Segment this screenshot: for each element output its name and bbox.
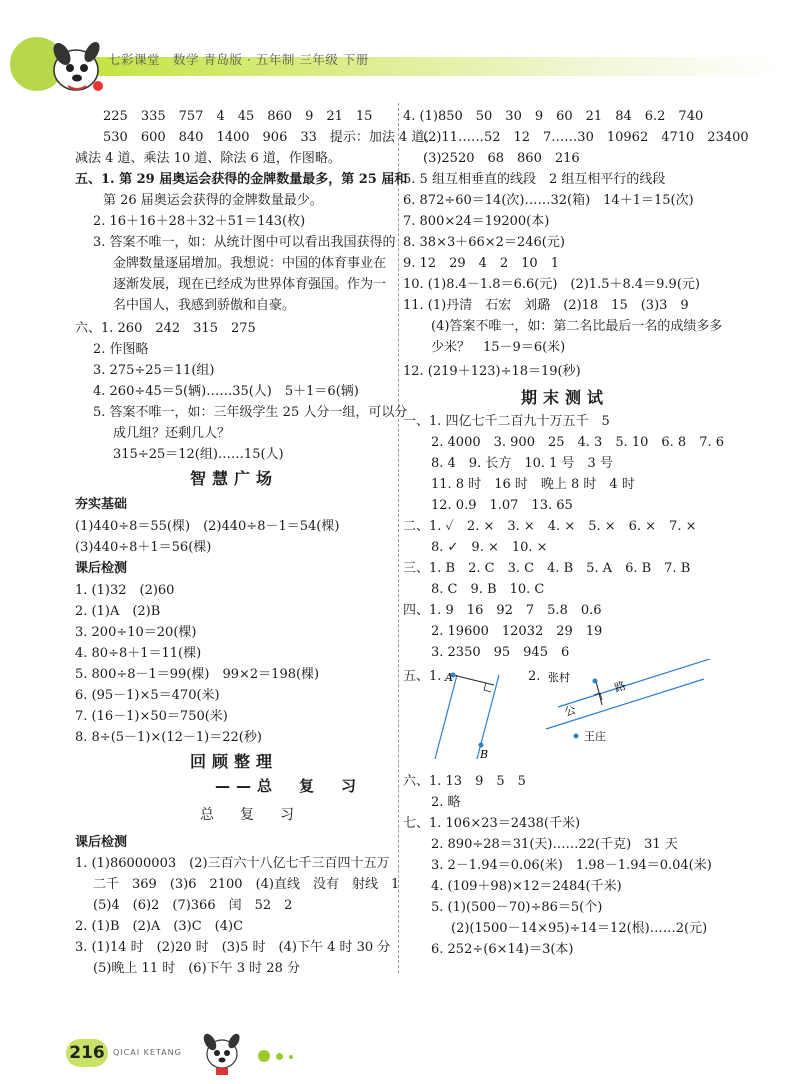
text-line: 七、1. 106×23＝2438(千米)	[403, 816, 581, 831]
text-line: 12. (219＋123)÷18＝19(秒)	[403, 364, 581, 379]
text-line: 7. (16－1)×50＝750(米)	[75, 709, 228, 724]
text-line: 五、1.	[403, 669, 442, 684]
column-divider	[398, 103, 399, 973]
village-dot	[593, 679, 598, 684]
village-label: 张村	[548, 671, 570, 684]
section-title: 回顾整理	[190, 752, 279, 771]
text-line: (4)答案不唯一，如：第二名比最后一名的成绩多多	[431, 319, 723, 334]
text-line: 1. (1)86000003 (2)三百六十八亿七千三百四十五万	[75, 856, 390, 871]
point-b-label: B	[480, 748, 489, 761]
text-line: 2. (1)B (2)A (3)C (4)C	[75, 919, 244, 934]
perpendicular-segment	[453, 675, 494, 685]
text-line: 7. 800×24＝19200(本)	[403, 214, 550, 229]
text-line: 5. 答案不唯一，如：三年级学生 25 人分一组，可以分	[93, 405, 408, 420]
text-line: 3. 2350 95 945 6	[431, 645, 570, 660]
text-line: 三、1. B 2. C 3. C 4. B 5. A 6. B 7. B	[403, 561, 691, 576]
text-line: 逐渐发展，现在已经成为世界体育强国。作为一	[113, 277, 387, 292]
point-b-dot	[479, 743, 484, 748]
text-line: 六、1. 260 242 315 275	[75, 321, 256, 336]
text-line: 6. 872÷60＝14(次)……32(箱) 14＋1＝15(次)	[403, 193, 694, 208]
text-line: (3)440÷8＋1＝56(棵)	[75, 540, 212, 555]
subsection-title: 夯实基础	[75, 497, 128, 512]
text-line: 8. 8÷(5－1)×(12－1)＝22(秒)	[75, 730, 262, 745]
text-line: 2. 4000 3. 900 25 4. 3 5. 10 6. 8 7. 6	[431, 435, 725, 450]
parallel-lines-figure	[433, 663, 543, 763]
text-line: 11. 8 时 16 时 晚上 8 时 4 时	[431, 477, 635, 492]
text-line: 8. 4 9. 长方 10. 1 号 3 号	[431, 456, 613, 471]
text-line: 第 26 届奥运会获得的金牌数量最少。	[103, 193, 323, 208]
text-line: 530 600 840 1400 906 33 提示：加法 4 道、	[103, 130, 438, 145]
section-subtitle: ——总 复 习	[215, 777, 363, 795]
text-line: 一、1. 四亿七千二百九十万五千 5	[403, 414, 610, 429]
text-line: 2. 作图略	[93, 342, 149, 357]
text-line: 3. 200÷10＝20(棵)	[75, 625, 197, 640]
text-line: 6. (95－1)×5＝470(米)	[75, 688, 220, 703]
text-line: 五、1. 第 29 届奥运会获得的金牌数量最多，第 25 届和	[75, 172, 408, 187]
text-line: 11. (1)丹清 石宏 刘璐 (2)18 15 (3)3 9	[403, 298, 689, 313]
text-line: (5)晚上 11 时 (6)下午 3 时 28 分	[93, 961, 300, 976]
text-line: 3. 答案不唯一，如：从统计图中可以看出我国获得的	[93, 235, 396, 250]
text-line: 3. 275÷25＝11(组)	[93, 363, 215, 378]
decorative-dot-icon	[258, 1050, 270, 1062]
text-line: 2. 890÷28＝31(天)……22(千克) 31 天	[431, 837, 678, 852]
dog-mascot-icon	[40, 30, 110, 100]
text-line: 225 335 757 4 45 860 9 21 15	[103, 109, 373, 124]
text-line: 3. (1)14 时 (2)20 时 (3)5 时 (4)下午 4 时 30 分	[75, 940, 391, 955]
text-line: 1. (1)32 (2)60	[75, 583, 175, 598]
header-title: 七彩课堂 数学 青岛版 · 五年制 三年级 下册	[108, 52, 369, 67]
road-map-figure	[538, 659, 718, 759]
decorative-dot-icon	[276, 1053, 283, 1060]
text-line: 2. 略	[431, 795, 461, 810]
point-a-label: A	[445, 671, 453, 684]
text-line: 4. 260÷45＝5(辆)……35(人) 5＋1＝6(辆)	[93, 384, 359, 399]
section-title: 智慧广场	[190, 469, 279, 488]
footer-brand: QICAI KETANG	[113, 1048, 182, 1057]
text-line: 6. 252÷(6×14)＝3(本)	[431, 942, 574, 957]
text-line: 二千 369 (3)6 2100 (4)直线 没有 射线 1	[93, 877, 400, 892]
text-line: 9. 12 29 4 2 10 1	[403, 256, 559, 271]
text-line: 2.	[528, 669, 541, 684]
text-line: 5. 800÷8－1＝99(棵) 99×2＝198(棵)	[75, 667, 320, 682]
section-title: 期末测试	[521, 388, 610, 407]
text-line: 2. 16＋16＋28＋32＋51＝143(枚)	[93, 214, 306, 229]
line-left	[435, 675, 457, 759]
road-label: 路	[612, 679, 628, 695]
text-line: 四、1. 9 16 92 7 5.8 0.6	[403, 603, 602, 618]
village-2-label: 王庄	[584, 730, 606, 743]
text-line: 成几组？还剩几人？	[113, 426, 231, 441]
text-line: 5. (1)(500－70)÷86＝5(个)	[431, 900, 603, 915]
text-line: 5. 5 组互相垂直的线段 2 组互相平行的线段	[403, 172, 666, 187]
text-line: 3. 2－1.94＝0.06(米) 1.98－1.94＝0.04(米)	[431, 858, 712, 873]
text-line: 4. (109＋98)×12＝2484(千米)	[431, 879, 622, 894]
text-line: 8. 38×3＋66×2＝246(元)	[403, 235, 565, 250]
dog-mascot-icon	[196, 1028, 248, 1078]
subsection-title: 课后检测	[75, 561, 128, 576]
text-line: 10. (1)8.4－1.8＝6.6(元) (2)1.5＋8.4＝9.9(元)	[403, 277, 700, 292]
text-line: 2. (1)A (2)B	[75, 604, 161, 619]
road-label: 公	[562, 703, 578, 719]
subsection-title: 课后检测	[75, 835, 128, 850]
text-line: 12. 0.9 1.07 13. 65	[431, 498, 573, 513]
text-line: 减法 4 道、乘法 10 道、除法 6 道，作图略。	[75, 151, 341, 166]
page-number: 216	[66, 1039, 108, 1067]
text-line: 4. 80÷8＋1＝11(棵)	[75, 646, 202, 661]
text-line: 2. 19600 12032 29 19	[431, 624, 603, 639]
text-line: (5)4 (6)2 (7)366 闰 52 2	[93, 898, 293, 913]
text-line: 名中国人，我感到骄傲和自豪。	[113, 298, 296, 313]
text-line: 315÷25＝12(组)……15(人)	[113, 447, 284, 462]
text-line: 少米？ 15－9＝6(米)	[431, 340, 566, 355]
text-line: 8. C 9. B 10. C	[431, 582, 545, 597]
village-2-dot	[574, 734, 579, 739]
text-line: 4. (1)850 50 30 9 60 21 84 6.2 740	[403, 109, 704, 124]
text-line: 二、1. ✓ 2. × 3. × 4. × 5. × 6. × 7. ×	[403, 519, 697, 534]
subsection-title: 总 复 习	[200, 807, 300, 823]
text-line: (1)440÷8＝55(棵) (2)440÷8－1＝54(棵)	[75, 519, 340, 534]
text-line: 金牌数量逐届增加。我想说：中国的体育事业在	[113, 256, 387, 271]
decorative-dot-icon	[289, 1055, 293, 1059]
text-line: (2)11……52 12 7……30 10962 4710 23400	[423, 130, 749, 145]
text-line: 8. ✓ 9. × 10. ×	[431, 540, 548, 555]
text-line: (3)2520 68 860 216	[423, 151, 580, 166]
text-line: 六、1. 13 9 5 5	[403, 774, 526, 789]
text-line: (2)(1500－14×95)÷14＝12(根)……2(元)	[451, 921, 708, 936]
